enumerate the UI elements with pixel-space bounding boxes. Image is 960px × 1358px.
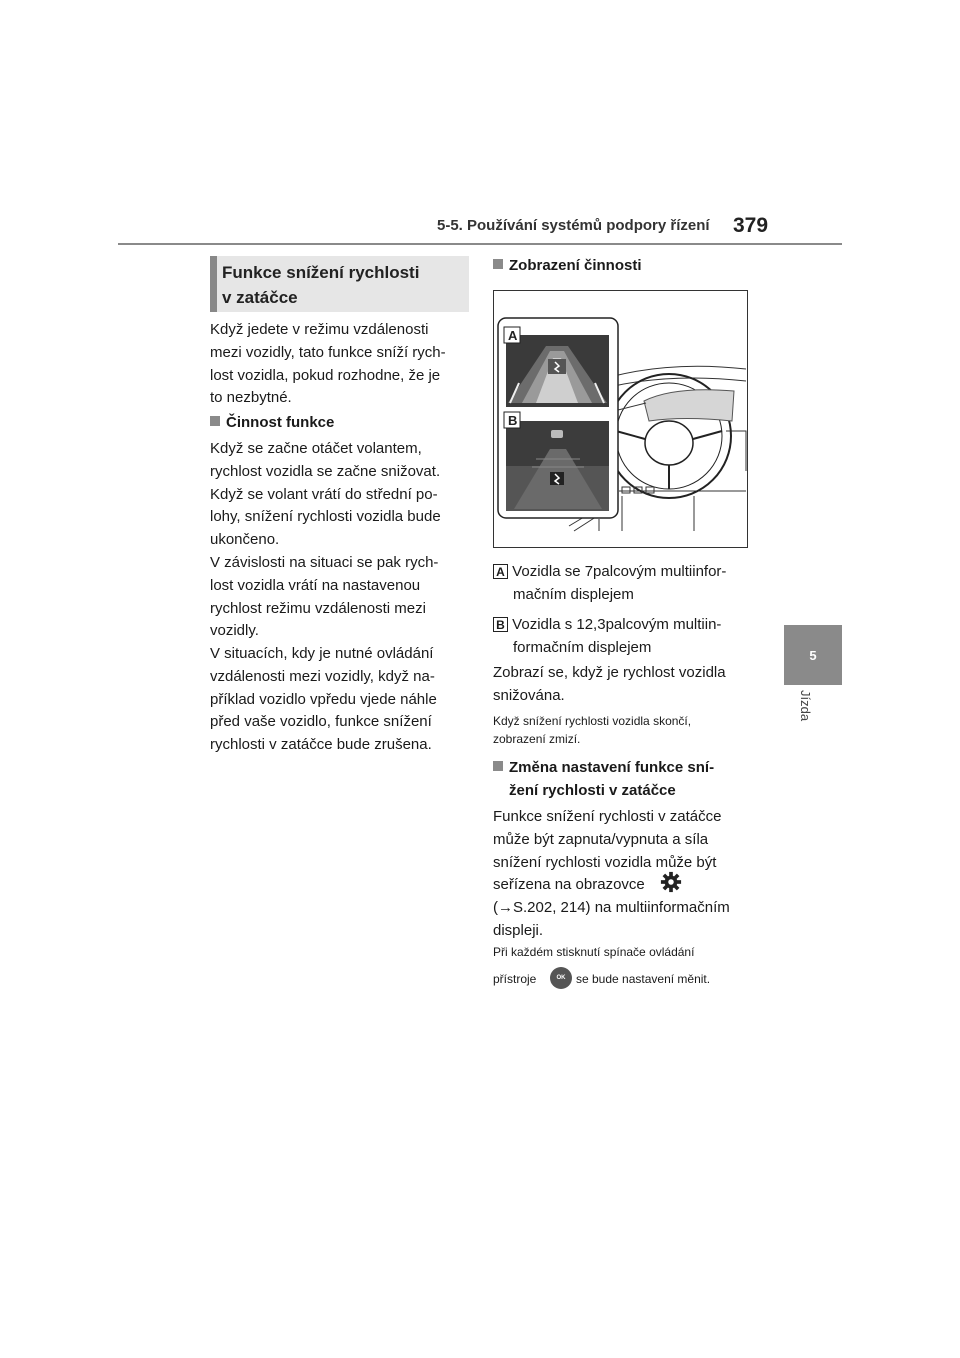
section-title: Funkce snížení rychlosti v zatáčce: [222, 263, 420, 307]
legend-b-marker: B: [493, 617, 508, 632]
figure-label-a: A: [508, 328, 518, 343]
display-note: Když snížení rychlosti vozidla skončí, zobrazení zmizí.: [493, 714, 692, 746]
change-paragraph: Funkce snížení rychlosti v zatáčce může být zapnuta/vypnuta a síla snížení rychlosti vozidla může být seřízena na obrazovce (→S.202, 214) na multiinformačním displeji.: [493, 808, 730, 939]
square-bullet-icon: [493, 259, 503, 269]
dashboard-illustration-svg: [494, 291, 747, 547]
subheading-operation: Činnost funkce: [210, 411, 334, 434]
change-note-pre: přístroje: [493, 972, 537, 986]
operation-paragraph-1: Když se začne otáčet volantem, rychlost vozidla se začne snižovat. Když se volant vrátí do střední po- lohy, snížení rychlosti vozidla bude ukončeno.: [210, 440, 441, 549]
change-note-post: se bude nastavení měnit.: [576, 972, 711, 986]
ok-button-icon: OK: [550, 967, 572, 989]
intro-paragraph: Když jedete v režimu vzdálenosti mezi vozidly, tato funkce sníží rych- lost vozidla, pokud rozhodne, že je to nezbytné.: [210, 321, 446, 407]
chapter-tab: [784, 625, 842, 685]
figure-label-b: B: [508, 413, 518, 428]
legend-b: B Vozidla s 12,3palcovým multiin- formačním displejem: [493, 614, 753, 660]
subheading-display: Zobrazení činnosti: [493, 254, 642, 277]
operation-paragraph-2: V závislosti na situaci se pak rych- lost vozidla vrátí na nastavenou rychlost režimu vzdálenosti mezi vozidly.: [210, 554, 439, 640]
square-bullet-icon: [210, 416, 220, 426]
header-divider: [118, 243, 842, 245]
legend-a-marker: A: [493, 564, 508, 579]
legend-a: A Vozidla se 7palcovým multiinfor- mačním displejem: [493, 561, 753, 607]
chapter-tab-number: 5: [809, 647, 817, 663]
operation-paragraph-3: V situacích, kdy je nutné ovládání vzdálenosti mezi vozidly, když na- příklad vozidlo vpředu vjede náhle před vaše vozidlo, funkce snížení rychlosti v zatáčce bude zrušena.: [210, 645, 437, 754]
display-paragraph: Zobrazí se, když je rychlost vozidla snižována.: [493, 664, 726, 704]
page-number: 379: [733, 214, 769, 237]
gear-icon: [660, 871, 682, 893]
chapter-tab-label: Jízda: [798, 690, 813, 722]
dashboard-illustration: [493, 290, 748, 548]
square-bullet-icon: [493, 761, 503, 771]
subheading-change-settings: Změna nastavení funkce sní- žení rychlosti v zatáčce: [493, 756, 753, 802]
change-note-line1: Při každém stisknutí spínače ovládání: [493, 945, 695, 959]
chapter-title: 5-5. Používání systémů podpory řízení: [437, 217, 710, 234]
